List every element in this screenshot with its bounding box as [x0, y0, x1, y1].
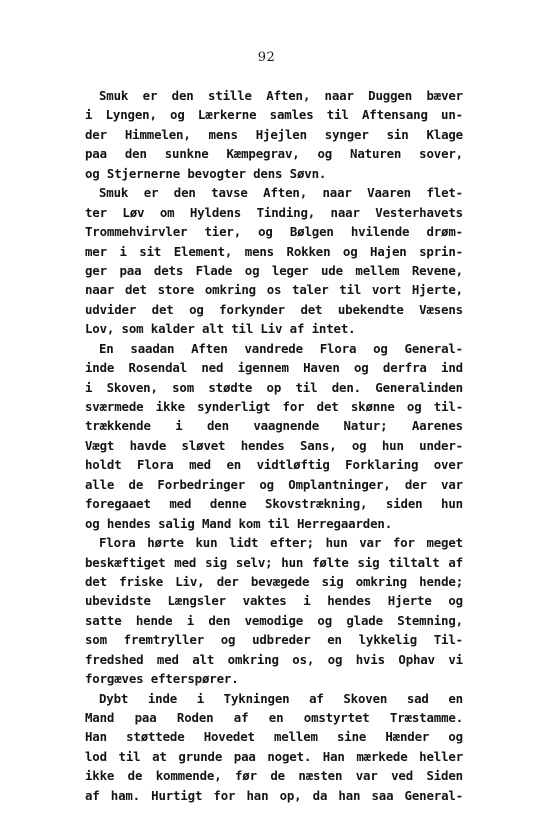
- text-line: der Himmelen, mens Hjejlen synger sin Klage: [85, 126, 463, 142]
- text-line: Han støttede Hovedet mellem sine Hænder og: [85, 729, 463, 745]
- text-line: Mand paa Roden af en omstyrtet Træstamme.: [85, 710, 463, 725]
- text-line: som fremtryller og udbreder en lykkelig Til-: [85, 632, 463, 648]
- text-line: Flora hørte kun lidt efter; hun var for meget: [99, 535, 463, 551]
- text-line: mer i sit Element, mens Rokken og Hajen sprin-: [85, 243, 463, 259]
- text-line: i Skoven, som stødte op til den. Generalinden: [85, 379, 463, 395]
- text-line: sværmede ikke synderligt for det skønne og til-: [85, 399, 463, 414]
- text-line: Dybt inde i Tykningen af Skoven sad en: [99, 690, 463, 706]
- text-line: fredshed med alt omkring os, og hvis Ophav vi: [85, 651, 463, 667]
- text-line: forgæves efterspører.: [85, 671, 239, 687]
- text-line: ubevidste Længsler vaktes i hendes Hjerte og: [85, 593, 463, 609]
- text-line: i Lyngen, og Lærkerne samles til Aftensang un-: [85, 107, 463, 123]
- text-line: Trommehvirvler tier, og Bølgen hvilende drøm-: [85, 224, 463, 240]
- text-line: Vægt havde sløvet hendes Sans, og hun under-: [85, 437, 463, 453]
- page-number: 92: [257, 50, 276, 65]
- text-line: En saadan Aften vandrede Flora og General-: [99, 340, 463, 356]
- text-line: trækkende i den vaagnende Natur; Aarenes: [85, 418, 463, 434]
- text-line: paa den sunkne Kæmpegrav, og Naturen sover,: [85, 146, 463, 162]
- text-line: og hendes salig Mand kom til Herregaarden.: [85, 515, 393, 531]
- text-line: det friske Liv, der bevægede sig omkring hende;: [85, 573, 463, 589]
- text-line: lod til at grunde paa noget. Han mærkede heller: [85, 748, 463, 764]
- text-line: inde Rosendal ned igennem Haven og derfra ind: [85, 360, 463, 376]
- text-line: ter Løv om Hyldens Tinding, naar Vesterhavets: [85, 204, 463, 220]
- text-line: og Stjernerne bevogter dens Søvn.: [85, 165, 327, 181]
- text-line: alle de Forbedringer og Omplantninger, der var: [85, 476, 463, 492]
- text-line: ger paa dets Flade og leger ude mellem Revene,: [85, 262, 463, 278]
- text-line: satte hende i den vemodige og glade Stemning,: [85, 612, 463, 628]
- text-line: Lov, som kalder alt til Liv af intet.: [85, 321, 356, 337]
- text-line: beskæftiget med sig selv; hun følte sig tiltalt af: [85, 554, 463, 570]
- text-line: udvider det og forkynder det ubekendte Væsens: [85, 301, 463, 317]
- text-line: Smuk er den tavse Aften, naar Vaaren flet-: [99, 185, 463, 201]
- text-line: ikke de kommende, før de næsten var ved Siden: [85, 768, 463, 784]
- text-line: Smuk er den stille Aften, naar Duggen bæver: [99, 88, 463, 103]
- text-line: af ham. Hurtigt for han op, da han saa General-: [85, 787, 463, 803]
- text-line: naar det store omkring os taler til vort Hjerte,: [85, 282, 463, 298]
- body-text: [85, 86, 463, 805]
- text-line: holdt Flora med en vidtløftig Forklaring over: [85, 457, 463, 473]
- text-line: foregaaet med denne Skovstrækning, siden hun: [85, 496, 463, 512]
